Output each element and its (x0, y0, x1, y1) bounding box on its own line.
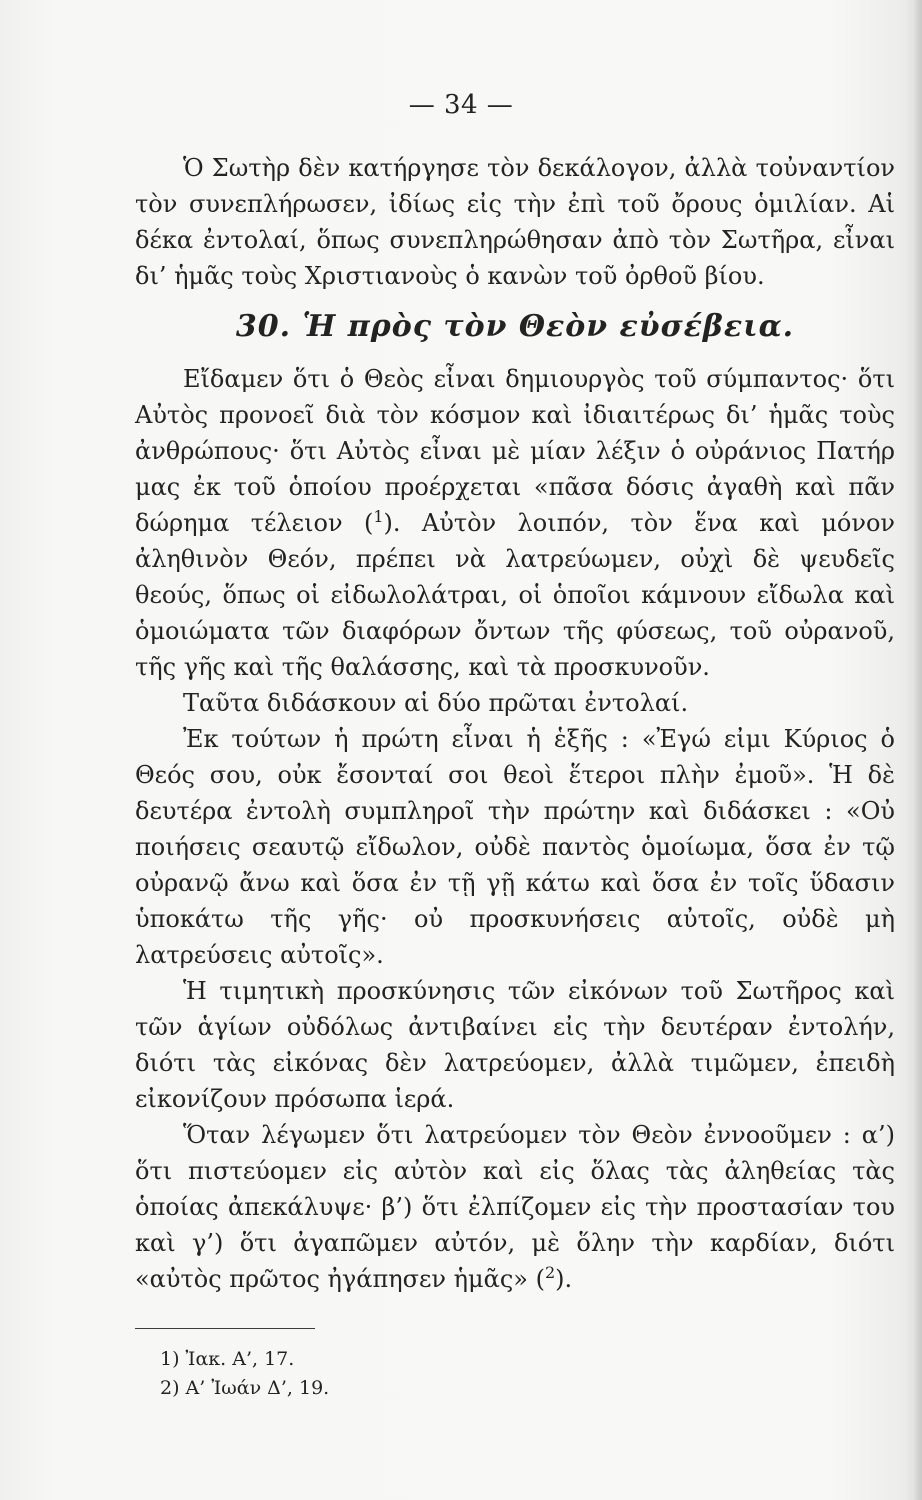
page-body (135, 150, 895, 1297)
section-number: 30. (235, 309, 292, 344)
section-title: Ἡ πρὸς τὸν Θεὸν εὐσέβεια. (302, 309, 795, 344)
footnote-2: 2) Α’ Ἰωάν Δ’, 19. (160, 1377, 330, 1400)
footnote-reference-2: 2 (544, 1263, 556, 1282)
section-heading (135, 304, 895, 349)
paragraph-5-text: Ὅταν λέγωμεν ὅτι λατρεύομεν τὸν Θεὸν ἐννοοῦμεν : α’) ὅτι πιστεύομεν εἰς αὐτὸν καὶ εἰς ὅλας τὰς ἀληθείας τὰς ὁποίας ἀπεκάλυψε· β’) ὅτι ἐλπίζομεν εἰς τὴν προστασίαν του καὶ γ’) ὅτι ἀγαπῶμεν αὐτόν, μὲ ὅλην τὴν καρδίαν, διότι «αὐτὸς πρῶτος ἠγάπησεν ἡμᾶς» ( (135, 1121, 895, 1293)
page-number: — 34 — (408, 90, 514, 120)
paragraph-2: Ταῦτα διδάσκουν αἱ δύο πρῶται ἐντολαί. (183, 689, 689, 717)
footnote-divider (135, 1328, 315, 1329)
footnote-reference-1: 1 (373, 507, 384, 526)
paragraph-3: Ἐκ τούτων ἡ πρώτη εἶναι ἡ ἑξῆς : «Ἐγώ εἰμι Κύριος ὁ Θεός σου, οὐκ ἔσονταί σοι θεοὶ ἕτεροι πλὴν ἐμοῦ». Ἡ δὲ δευτέρα ἐντολὴ συμπληροῖ τὴν πρώτην καὶ διδάσκει : «Οὐ ποιήσεις σεαυτῷ εἴδωλον, οὐδὲ παντὸς ὁμοίωμα, ὅσα ἐν τῷ οὐρανῷ ἄνω καὶ ὅσα ἐν τῇ γῇ κάτω καὶ ὅσα ἐν τοῖς ὕδασιν ὑποκάτω τῆς γῆς· οὐ προσκυνήσεις αὐτοῖς, οὐδὲ μὴ λατρεύσεις αὐτοῖς». (135, 725, 895, 969)
top-paragraph: Ὁ Σωτὴρ δὲν κατήργησε τὸν δεκάλογον, ἀλλὰ τοὐναντίον τὸν συνεπλήρωσεν, ἰδίως εἰς τὴν ἐπὶ τοῦ ὄρους ὁμιλίαν. Αἱ δέκα ἐντολαί, ὅπως συνεπληρώθησαν ἀπὸ τὸν Σωτῆρα, εἶναι δι’ ἡμᾶς τοὺς Χριστιανοὺς ὁ κανὼν τοῦ ὀρθοῦ βίου. (135, 154, 895, 290)
paragraph-5-rest: ). (555, 1265, 573, 1293)
paragraph-4: Ἡ τιμητικὴ προσκύνησις τῶν εἰκόνων τοῦ Σωτῆρος καὶ τῶν ἁγίων οὐδόλως ἀντιβαίνει εἰς τὴν δευτέραν ἐντολήν, διότι τὰς εἰκόνας δὲν λατρεύομεν, ἀλλὰ τιμῶμεν, ἐπειδὴ εἰκονίζουν πρόσωπα ἱερά. (135, 977, 895, 1113)
footnote-1: 1) Ἰακ. Α’, 17. (160, 1348, 295, 1370)
footnotes (160, 1345, 660, 1404)
paragraph-1-rest: ). Αὐτὸν λοιπόν, τὸν ἕνα καὶ μόνον ἀληθινὸν Θεόν, πρέπει νὰ λατρεύωμεν, οὐχὶ δὲ ψευδεῖς θεούς, ὅπως οἱ εἰδωλολάτραι, οἱ ὁποῖοι κάμνουν εἴδωλα καὶ ὁμοιώματα τῶν διαφόρων ὄντων τῆς φύσεως, τοῦ οὐρανοῦ, τῆς γῆς καὶ τῆς θαλάσσης, καὶ τὰ προσκυνοῦν. (135, 509, 895, 681)
paragraph-1 (135, 361, 895, 685)
paragraph-5 (135, 1117, 895, 1297)
paragraph-1-text: Εἴδαμεν ὅτι ὁ Θεὸς εἶναι δημιουργὸς τοῦ σύμπαντος· ὅτι Αὐτὸς προνοεῖ διὰ τὸν κόσμον καὶ ἰδιαιτέρως δι’ ἡμᾶς τοὺς ἀνθρώπους· ὅτι Αὐτὸς εἶναι μὲ μίαν λέξιν ὁ οὐράνιος Πατήρ μας ἐκ τοῦ ὁποίου προέρχεται «πᾶσα δόσις ἀγαθὴ καὶ πᾶν δώρημα τέλειον ( (135, 365, 895, 537)
page-edge-shadow (912, 0, 922, 1500)
